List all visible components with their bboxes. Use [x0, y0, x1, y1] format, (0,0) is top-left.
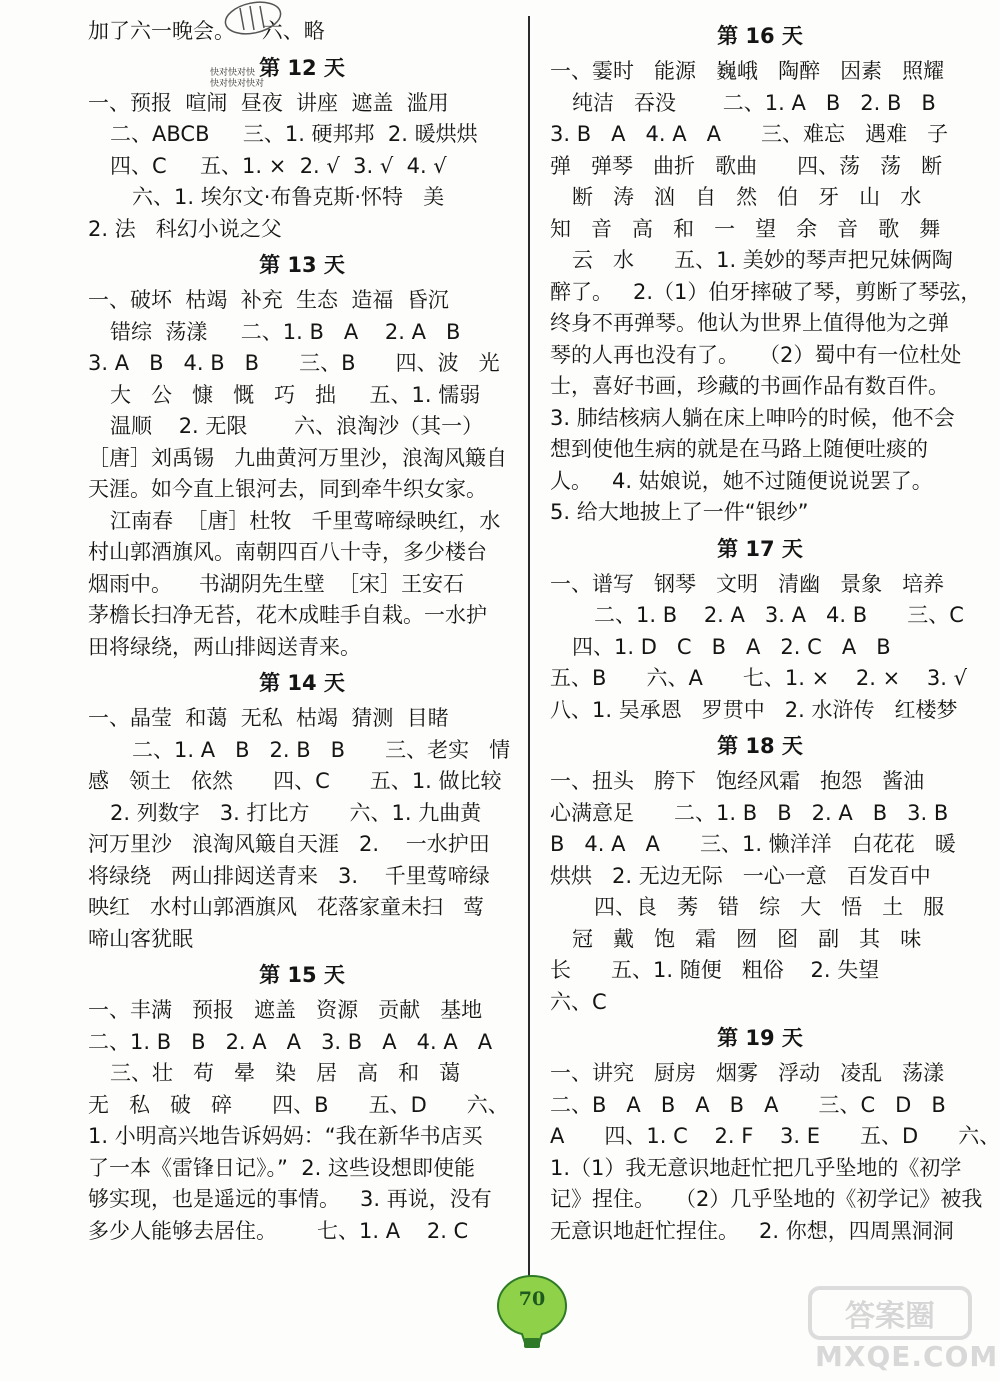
- answer-line: 无 私 破 碎 四、B 五、D 六、: [88, 1092, 509, 1117]
- answer-line: 将绿绕 两山排闼送青来 3. 千里莺啼绿: [88, 863, 490, 888]
- answer-line: 记》捏住。 （2）几乎坠地的《初学记》被我: [550, 1187, 983, 1211]
- answer-line: 3. B A 4. A A 三、难忘 遇难 子: [550, 122, 949, 146]
- answer-line: 烟雨中。 书湖阴先生壁 ［宋］王安石: [88, 571, 465, 596]
- answer-line: 2. 法 科幻小说之父: [88, 216, 282, 241]
- answer-line: 八、1. 吴承恩 罗贯中 2. 水浒传 红楼梦: [550, 697, 958, 722]
- answer-line: 一、霎时 能源 巍峨 陶醉 因素 照耀: [550, 59, 945, 83]
- answer-line: 村山郭酒旗风。南朝四百八十寺，多少楼台: [88, 540, 487, 564]
- answer-line: 感 领土 依然 四、C 五、1. 做比较: [88, 769, 502, 793]
- answer-line: 田将绿绕，两山排闼送青来。: [88, 634, 361, 659]
- answer-line: 了一本《雷锋日记》。” 2. 这些设想即使能: [88, 1155, 475, 1180]
- day-title: 第 16 天: [717, 24, 803, 48]
- answer-line: 无意识地赶忙捏住。 2. 你想，四周黑洞洞: [550, 1218, 954, 1243]
- answer-line: 六、1. 埃尔文·布鲁克斯·怀特 美: [132, 185, 445, 209]
- right-column: [550, 16, 1000, 1247]
- answer-line: 一、扭头 胯下 饱经风霜 抱怨 酱油: [550, 769, 925, 793]
- answer-line: 大 公 慷 慨 巧 拙 五、1. 懦弱: [110, 382, 481, 407]
- answer-line: 二、B A B A B A 三、C D B: [550, 1092, 946, 1117]
- answer-line: 人。 4. 姑娘说，她不过随便说说罢了。: [550, 468, 933, 493]
- answer-line: 烘烘 2. 无边无际 一心一意 百发百中: [550, 863, 931, 888]
- answer-line: 1. 小明高兴地告诉妈妈：“我在新华书店买: [88, 1124, 483, 1148]
- answer-line: 知 音 高 和 一 望 余 音 歌 舞: [550, 216, 941, 241]
- answer-line: 茅檐长扫净无苔，花木成畦手自栽。一水护: [88, 603, 487, 627]
- answer-line: 加了六一晚会。 六、略: [88, 19, 325, 43]
- answer-line: 冠 戴 饱 霜 囫 囵 副 其 味: [572, 926, 922, 951]
- answer-line: 弹 弹琴 曲折 歌曲 四、荡 荡 断: [550, 153, 943, 178]
- answer-line: B 4. A A 三、1. 懒洋洋 白花花 暖: [550, 832, 956, 856]
- answer-line: 二、1. A B 2. B B 三、老实 情: [132, 737, 511, 762]
- answer-line: 3. A B 4. B B 三、B 四、波 光: [88, 351, 500, 375]
- svg-text:答案圈: 答案圈: [845, 1299, 935, 1334]
- answer-line: 心满意足 二、1. B B 2. A B 3. B: [550, 800, 949, 825]
- answer-line: 一、晶莹 和蔼 无私 枯竭 猜测 目睹: [88, 706, 449, 730]
- answer-line: 想到使他生病的就是在马路上随便吐痰的: [550, 437, 928, 461]
- answer-line: 5. 给大地披上了一件“银纱”: [550, 500, 809, 524]
- answer-line: 一、破坏 枯竭 补充 生态 造福 昏沉: [88, 288, 449, 312]
- answer-line: 琴的人再也没有了。 （2）蜀中有一位杜处: [550, 342, 962, 367]
- column-divider: [528, 16, 530, 1281]
- answer-line: 二、1. B B 2. A A 3. B A 4. A A: [88, 1029, 493, 1054]
- answer-line: 够实现，也是遥远的事情。 3. 再说，没有: [88, 1187, 492, 1211]
- answer-line: 二、1. B 2. A 3. A 4. B 三、C: [594, 603, 964, 627]
- answer-line: 四、C 五、1. × 2. √ 3. √ 4. √: [110, 153, 447, 178]
- day-title: 第 14 天: [259, 671, 345, 695]
- answer-line: 云 水 五、1. 美妙的琴声把兄妹俩陶: [572, 248, 953, 272]
- day-title: 第 18 天: [717, 734, 803, 758]
- answer-line: 1.（1）我无意识地赶忙把几乎坠地的《初学: [550, 1155, 962, 1180]
- answer-line: 一、讲究 厨房 烟雾 浮动 凌乱 荡漾: [550, 1061, 945, 1085]
- answer-line: 一、丰满 预报 遮盖 资源 贡献 基地: [88, 998, 483, 1022]
- answer-line: 四、良 莠 错 综 大 悟 土 服: [594, 895, 945, 919]
- answer-line: 三、壮 苟 晕 染 居 高 和 蔼: [110, 1061, 461, 1085]
- day-title: 第 17 天: [717, 536, 803, 561]
- answer-line: 3. 肺结核病人躺在床上呻吟的时候，他不会: [550, 405, 955, 430]
- answer-line: 四、1. D C B A 2. C A B: [572, 634, 891, 659]
- answer-line: 五、B 六、A 七、1. × 2. × 3. √: [550, 666, 967, 690]
- answer-line: 终身不再弹琴。他认为世界上值得他为之弹: [550, 311, 949, 335]
- answer-line: 映红 水村山郭酒旗风 花落家童未扫 莺: [88, 895, 485, 919]
- answer-line: 温顺 2. 无限 六、浪淘沙（其一）: [110, 414, 484, 438]
- day-title: 第 13 天: [259, 253, 345, 277]
- answer-line: 错综 荡漾 二、1. B A 2. A B: [110, 319, 461, 344]
- answer-line: ［唐］刘禹锡 九曲黄河万里沙，浪淘风簸自: [88, 445, 508, 470]
- answer-line: 天涯。如今直上银河去，同到牵牛织女家。: [88, 477, 487, 501]
- answer-line: 啼山客犹眠: [88, 926, 193, 951]
- day-title: 第 19 天: [717, 1026, 803, 1050]
- answer-line: 长 五、1. 随便 粗俗 2. 失望: [550, 958, 880, 982]
- answer-line: 一、谱写 钢琴 文明 清幽 景象 培养: [550, 571, 945, 596]
- day-title: 第 15 天: [259, 963, 345, 987]
- page-number: 70: [518, 1288, 546, 1310]
- stamp-scribble-icon: [218, 0, 288, 38]
- answer-line: 断 涛 汹 自 然 伯 牙 山 水: [572, 185, 922, 209]
- answer-line: 纯洁 吞没 二、1. A B 2. B B: [572, 90, 936, 115]
- page-number-badge-icon: [492, 1272, 572, 1352]
- stamp-text: 快对快对快 快对快对快对: [210, 68, 265, 89]
- answer-line: A 四、1. C 2. F 3. E 五、D 六、: [550, 1124, 1000, 1148]
- answer-line: 士，喜好书画，珍藏的书画作品有数百件。: [550, 374, 949, 398]
- answer-line: 醉了。 2.（1）伯牙摔破了琴，剪断了琴弦，: [550, 279, 982, 304]
- answer-line: 多少人能够去居住。 七、1. A 2. C: [88, 1218, 469, 1243]
- answer-line: 江南春 ［唐］杜牧 千里莺啼绿映红，水: [110, 508, 501, 533]
- answer-line: 河万里沙 浪淘风簸自天涯 2. 一水护田: [88, 832, 490, 856]
- left-column: [88, 16, 516, 1247]
- watermark-text: MXQE.COM: [815, 1340, 999, 1373]
- answer-line: 二、ABCB 三、1. 硬邦邦 2. 暖烘烘: [110, 122, 478, 146]
- answer-line: 六、C: [550, 989, 607, 1014]
- day-title: 第 12 天: [259, 55, 345, 80]
- answer-line: 一、预报 喧闹 昼夜 讲座 遮盖 滥用: [88, 90, 449, 115]
- answer-line: 2. 列数字 3. 打比方 六、1. 九曲黄: [110, 800, 482, 825]
